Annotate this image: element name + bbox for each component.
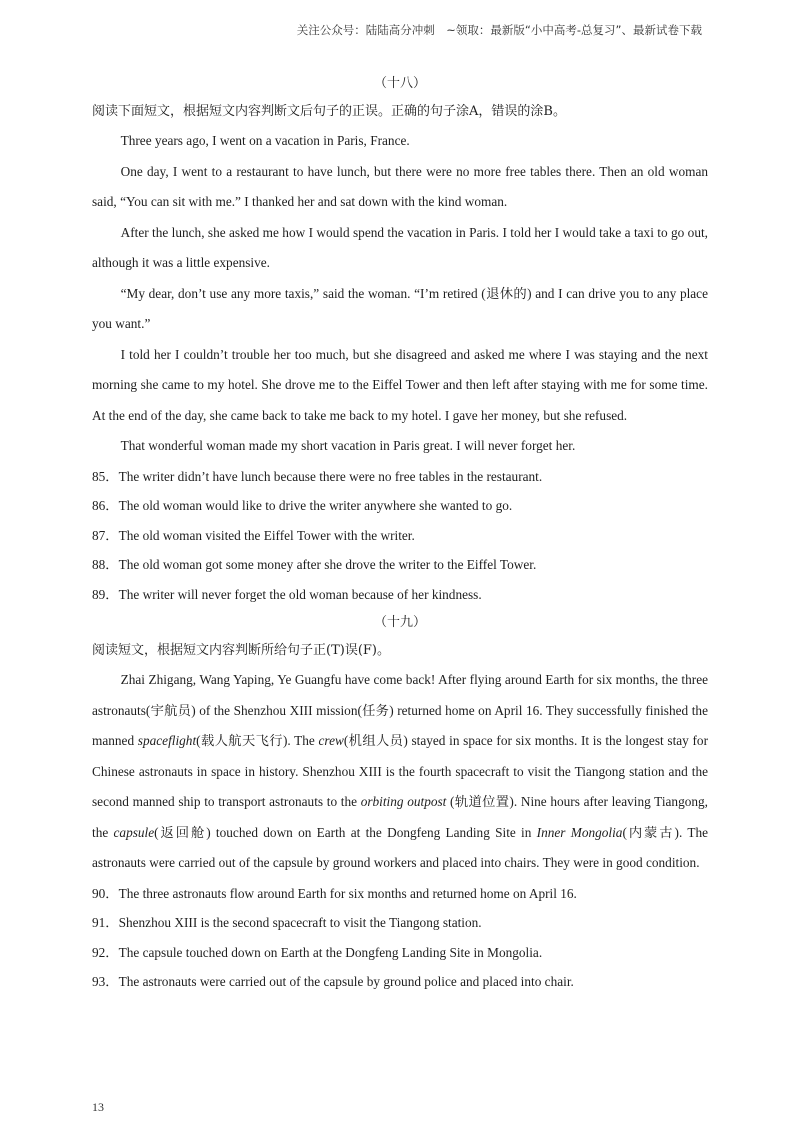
passage-18-paragraph: “My dear, don’t use any more taxis,” said the woman. “I’m retired (退休的) and I can drive you to any place you want.” [92,285,708,331]
section-18-title: （十八） [373,76,426,91]
passage-19-text: (轨道位置). Nine hours after leaving Tiangong, the [92,794,708,840]
page-content [92,70,708,997]
question-90: 90．The three astronauts flow around Earth for six months and returned home on April 16. [92,885,577,901]
passage-19-text: (机组人员) stayed in space for six months. It is the longest stay for Chinese astronauts in space in history. Shenzhou XIII is the fourth spacecraft to visit the Tiangong station and the second manned ship to transport astronauts to the [92,733,709,809]
question-91: 91．Shenzhou XIII is the second spacecraft to visit the Tiangong station. [92,915,482,930]
section-19-title: （十九） [373,615,426,630]
passage-18-paragraph: One day, I went to a restaurant to have lunch, but there were no more free tables there. Then an old woman said, “You can sit with me.” I thanked her and sat down with the kind woman. [92,163,708,209]
passage-19-text: (返回舱) touched down on Earth at the Dongfeng Landing Site in [154,824,537,840]
term-spaceflight: spaceflight [137,733,197,748]
page-number: 13 [92,1100,104,1114]
question-93: 93．The astronauts were carried out of the capsule by ground police and placed into chair. [92,974,574,989]
term-orbiting-outpost: orbiting outpost [360,794,447,809]
question-86: 86．The old woman would like to drive the writer anywhere she wanted to go. [92,498,513,513]
passage-19-text: Zhai Zhigang, Wang Yaping, Ye Guangfu have come back! After flying around Earth for six months, the three astronauts(宇航员) of the Shenzhou XIII mission(任务) returned home on April 16. They successfully finished the manned [92,672,708,748]
passage-19-text: (内蒙古). The astronauts were carried out of the capsule by ground workers and placed into chairs. They were in good condition. [92,824,708,870]
question-92: 92．The capsule touched down on Earth at the Dongfeng Landing Site in Mongolia. [92,944,543,960]
question-87: 87．The old woman visited the Eiffel Tower with the writer. [92,527,415,543]
term-crew: crew [318,733,344,748]
passage-19-text: (载人航天飞行). The [196,733,319,748]
section-18-instructions: 阅读下面短文，根据短文内容判断文后句子的正误。正确的句子涂A，错误的涂B。 [92,104,566,119]
question-89: 89．The writer will never forget the old woman because of her kindness. [92,586,482,602]
page-header-banner: 关注公众号：陆陆高分冲刺 ~领取：最新版“小中高考-总复习”、最新试卷下载 [296,23,702,37]
term-inner-mongolia: Inner Mongolia [536,824,623,840]
passage-19-paragraph [92,665,708,879]
passage-18-paragraph: I told her I couldn’t trouble her too much, but she disagreed and asked me where I was staying and the next morning she came to my hotel. She drove me to the Eiffel Tower and then left after staying with me for some time. At the end of the day, she came back to take me back to my hotel. I gave her money, but she refused. [92,346,708,423]
passage-18-paragraph: That wonderful woman made my short vacation in Paris great. I will never forget her. [120,438,576,453]
passage-18-paragraph: After the lunch, she asked me how I would spend the vacation in Paris. I told her I would take a taxi to go out, although it was a little expensive. [92,224,708,270]
section-19-instructions: 阅读短文，根据短文内容判断所给句子正(T)误(F)。 [92,643,390,658]
passage-18-paragraph: Three years ago, I went on a vacation in Paris, France. [120,133,410,148]
term-capsule: capsule [113,824,155,840]
question-85: 85．The writer didn’t have lunch because there were no free tables in the restaurant. [92,468,543,484]
question-88: 88．The old woman got some money after she drove the writer to the Eiffel Tower. [92,557,537,572]
